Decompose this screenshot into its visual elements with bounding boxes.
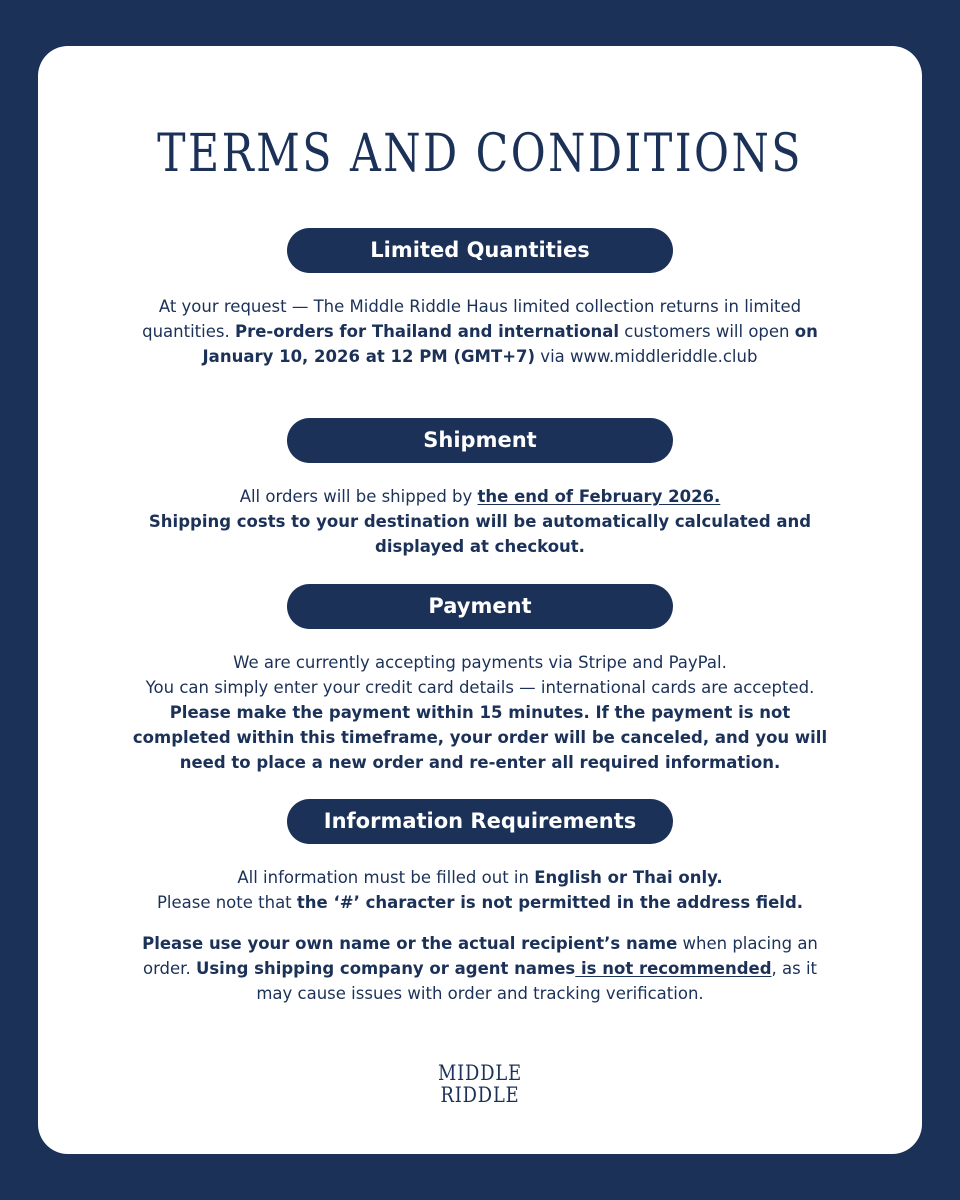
info-not-recommended: is not recommended <box>575 959 772 978</box>
section-heading-shipment: Shipment <box>287 418 673 463</box>
page-title: TERMS AND CONDITIONS <box>157 124 803 184</box>
info-text-part: , as it may cause issues with order and tracking verification. <box>256 959 818 1003</box>
info-text-part: All information must be filled out in <box>237 868 535 887</box>
middle-riddle-logo <box>0 1062 960 1106</box>
section-heading-limited-quantities: Limited Quantities <box>287 228 673 273</box>
website-text: via www.middleriddle.club <box>535 347 758 366</box>
shipment-deadline: the end of February 2026. <box>477 487 721 506</box>
limited-text-part: customers will open <box>619 322 795 341</box>
info-name-text <box>130 931 830 1006</box>
limited-text-part: At your request — The Middle Riddle Haus limited collection returns in limited quantities. <box>142 297 802 341</box>
logo-line-2: RIDDLE <box>440 1083 520 1107</box>
info-agent-bold: Using shipping company or agent names <box>195 959 576 978</box>
info-address-rule: the ‘#’ character is not permitted in the address field. <box>296 893 804 912</box>
shipment-text-part: All orders will be shipped by <box>239 487 478 506</box>
info-text-part: Please note that <box>156 893 297 912</box>
shipping-costs-text: Shipping costs to your destination will be automatically calculated and displayed at checkout. <box>148 512 812 556</box>
info-name-bold: Please use your own name or the actual recipient’s name <box>142 934 678 953</box>
info-text-part: when placing an order. <box>142 934 818 978</box>
info-language-bold: English or Thai only. <box>534 868 723 887</box>
limited-quantities-text <box>130 294 830 369</box>
section-heading-payment: Payment <box>287 584 673 629</box>
payment-methods-text: We are currently accepting payments via Stripe and PayPal. <box>233 653 727 672</box>
limited-text-bold: Pre-orders for Thailand and international <box>234 322 620 341</box>
logo-line-1: MIDDLE <box>438 1061 522 1085</box>
shipment-text <box>130 484 830 559</box>
payment-text-part: You can simply enter your credit card details — international cards are accepted. <box>145 678 815 697</box>
payment-deadline-text: Please make the payment within 15 minutes. If the payment is not completed within this timeframe, your order will be canceled, and you will need to place a new order and re-enter all required information. <box>132 703 828 772</box>
section-heading-information-requirements: Information Requirements <box>287 799 673 844</box>
info-language-text <box>130 865 830 915</box>
preorder-date: on January 10, 2026 at 12 PM (GMT+7) <box>202 322 818 366</box>
payment-text <box>130 650 830 775</box>
